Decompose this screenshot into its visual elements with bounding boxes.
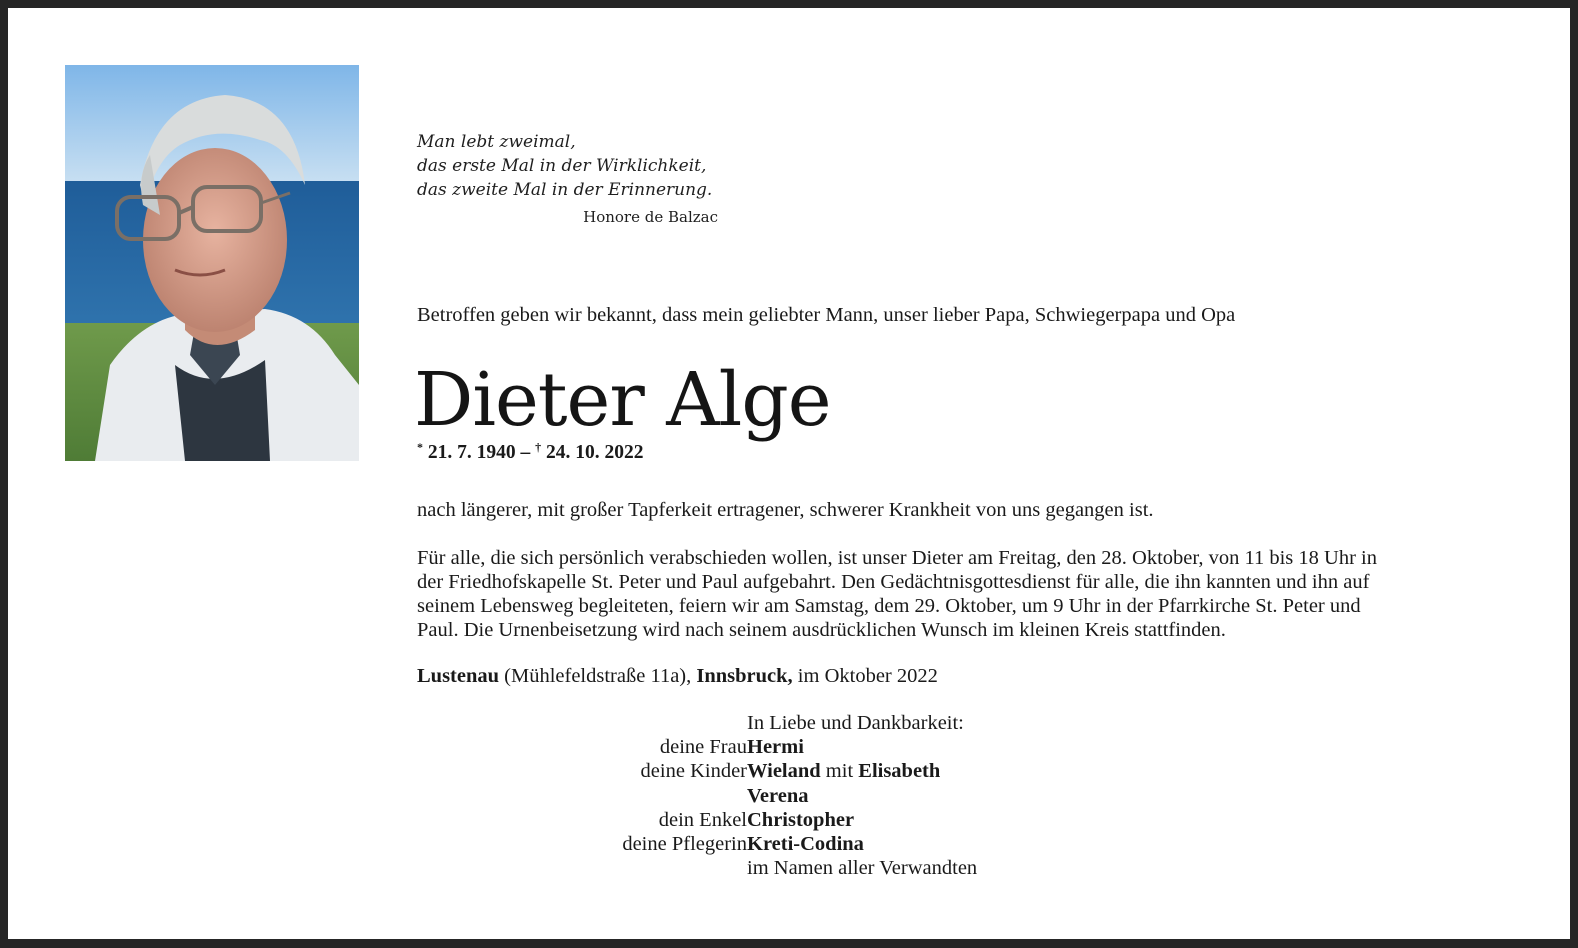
grandchild-name: Christopher (747, 808, 855, 831)
life-dates (417, 440, 644, 464)
relation-label: deine Kinder (640, 760, 747, 783)
signoff-row-children (417, 760, 1527, 784)
relative-name (747, 809, 854, 832)
child-name: Wieland (747, 760, 821, 783)
death-symbol: † (535, 440, 542, 454)
funeral-details-paragraph (417, 546, 1527, 642)
signoff-closing: im Namen aller Verwandten (747, 857, 978, 880)
signoff-row-closing (417, 857, 1527, 881)
relation-label: deine Frau (659, 736, 747, 759)
signoff-row-wife (417, 736, 1527, 760)
signoff-row-grandchild (417, 809, 1527, 833)
wife-name: Hermi (747, 736, 804, 759)
birth-date: 21. 7. 1940 (427, 442, 516, 463)
place-and-date (417, 665, 938, 688)
relative-name (747, 785, 809, 808)
date-separator: – (520, 442, 531, 463)
partner-name: Elisabeth (858, 760, 941, 783)
signoff (417, 712, 1527, 881)
signoff-heading-row (417, 712, 1527, 736)
with-word: mit (825, 760, 854, 783)
signoff-row-child2 (417, 785, 1527, 809)
quote-line: Man lebt zweimal, (417, 132, 576, 152)
deceased-name: Dieter Alge (414, 357, 831, 443)
relative-name (747, 833, 864, 856)
place-address: (Mühlefeldstraße 11a), (504, 665, 692, 687)
portrait-photo (65, 65, 359, 461)
birth-symbol: * (417, 440, 423, 454)
paragraph-line: Für alle, die sich persönlich verabschieden wollen, ist unser Dieter am Freitag, den 28. Oktober, von 11 bis 18 Uhr in (417, 547, 1377, 569)
relative-name (747, 736, 804, 759)
relative-name (747, 760, 940, 783)
quote-line: das erste Mal in der Wirklichkeit, (417, 156, 707, 176)
place-town-1: Lustenau (417, 665, 500, 687)
relation-label: dein Enkel (658, 808, 747, 831)
paragraph-line: Paul. Die Urnenbeisetzung wird nach seinem ausdrücklichen Wunsch im kleinen Kreis stattfinden. (417, 619, 1226, 641)
paragraph-line: seinem Lebensweg begleiteten, feiern wir am Samstag, dem 29. Oktober, um 9 Uhr in der Pfarrkirche St. Peter und (417, 595, 1361, 617)
passing-paragraph: nach längerer, mit großer Tapferkeit ertragener, schwerer Krankheit von uns gegangen ist. (417, 499, 1154, 521)
carer-name: Kreti-Codina (747, 832, 864, 855)
signoff-row-carer (417, 833, 1527, 857)
place-date: im Oktober 2022 (797, 665, 938, 687)
death-date: 24. 10. 2022 (546, 442, 644, 463)
relation-label: deine Pflegerin (622, 832, 747, 855)
quote-line: das zweite Mal in der Erinnerung. (417, 180, 713, 200)
signoff-heading: In Liebe und Dankbarkeit: (747, 712, 964, 734)
quote-author: Honore de Balzac (583, 208, 718, 226)
paragraph-line: der Friedhofskapelle St. Peter und Paul aufgebahrt. Den Gedächtnisgottesdienst für alle, die ihn kannten und ihn auf (417, 571, 1370, 593)
announcement-intro: Betroffen geben wir bekannt, dass mein geliebter Mann, unser lieber Papa, Schwiegerpapa und Opa (417, 304, 1236, 326)
child-name: Verena (747, 784, 809, 807)
quote (417, 130, 757, 229)
place-town-2: Innsbruck, (696, 665, 793, 687)
